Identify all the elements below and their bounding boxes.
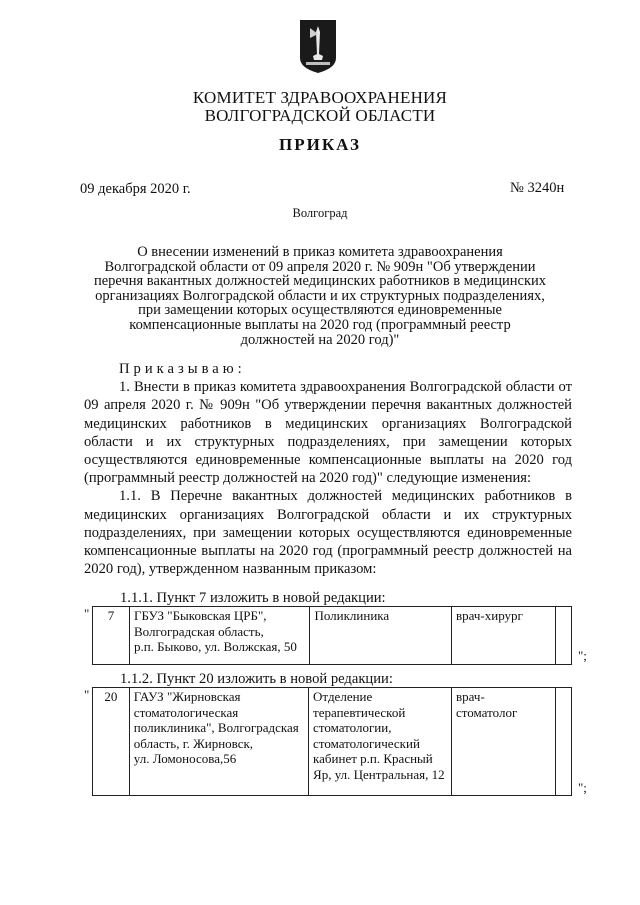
table-cell-position [452, 688, 556, 796]
org-name-line1: КОМИТЕТ ЗДРАВООХРАНЕНИЯ [192, 88, 448, 107]
org-line: область, г. Жирновск, [133, 735, 254, 751]
document-number: № 3240н [510, 180, 565, 196]
subject-line: О внесении изменений в приказ комитета здравоохранения [137, 244, 503, 260]
subject-line: перечня вакантных должностей медицинских работников в медицинских [93, 273, 547, 290]
paragraph-1-1: 1.1. В Перечне вакантных должностей медицинских работников в медицинских организациях Волгоградской области и их структурных подразделениях, при замещении которых осуществляются единовременные компенсационные выплаты на 2020 год (программный реестр должностей на 2020 год), утвержденном названным приказом: [84, 488, 572, 578]
table-cell-unit [309, 688, 452, 796]
unit-line: Яр, ул. Центральная, 12 [313, 766, 445, 782]
unit-line: терапевтической [313, 704, 406, 720]
table-cell-organization [129, 688, 308, 796]
table-cell-organization [129, 607, 309, 665]
paragraph-1: 1. Внести в приказ комитета здравоохранения Волгоградской области от 09 апреля 2020 г. № 909н "Об утверждении перечня вакантных должностей медицинских работников в медицинских организациях Волгоградской области и их структурных подразделениях, при замещении которых осуществляются единовременные компенсационные выплаты на 2020 год (программный реестр должностей на 2020 год)" следующие изменения: [84, 379, 572, 487]
document-city: Волгоград [292, 206, 348, 220]
table2-open-quote: " [84, 687, 90, 702]
document-subject [80, 245, 560, 347]
table-item-7 [92, 606, 572, 665]
subpoint-1-1-1: 1.1.1. Пункт 7 изложить в новой редакции: [120, 590, 386, 606]
unit-line: стоматологический [313, 735, 420, 751]
position-line: стоматолог [456, 704, 518, 720]
table-cell-extra [556, 688, 572, 796]
subpoint-1-1-2: 1.1.2. Пункт 20 изложить в новой редакции: [120, 671, 393, 687]
org-line: Волгоградская область, [133, 623, 264, 639]
org-name-line2: ВОЛГОГРАДСКОЙ ОБЛАСТИ [204, 106, 436, 125]
order-body [84, 360, 572, 578]
table-cell-extra [555, 607, 571, 665]
table-cell-number: 7 [93, 607, 130, 665]
unit-line: стоматологии, [313, 720, 392, 735]
table2-close-quote: "; [578, 780, 587, 795]
position-line: врач- [456, 689, 485, 704]
org-line: ГАУЗ "Жирновская [133, 689, 241, 704]
subject-line: компенсационные выплаты на 2020 год (программный реестр [129, 316, 511, 333]
subject-line: должностей на 2020 год)" [240, 331, 400, 348]
table-item-20 [92, 687, 572, 796]
table1-close-quote: "; [578, 648, 587, 663]
table-cell-position: врач-хирург [451, 607, 555, 665]
coat-of-arms-emblem [298, 18, 338, 74]
document-type: ПРИКАЗ [279, 135, 361, 154]
unit-line: кабинет р.п. Красный [313, 751, 433, 766]
subject-line: при замещении которых осуществляются единовременные [138, 302, 502, 319]
org-line: ГБУЗ "Быковская ЦРБ", [133, 608, 267, 623]
table-cell-number: 20 [93, 688, 130, 796]
org-line: стоматологическая [133, 704, 239, 720]
document-date: 09 декабря 2020 г. [80, 181, 191, 197]
table1-open-quote: " [84, 606, 90, 621]
order-word: Приказываю: [119, 361, 246, 377]
subject-line: Волгоградской области от 09 апреля 2020 г. № 909н "Об утверждении [104, 258, 536, 275]
org-line: ул. Ломоносова,56 [133, 751, 237, 766]
org-line: р.п. Быково, ул. Волжская, 50 [133, 639, 297, 654]
table-cell-unit: Поликлиника [310, 607, 452, 665]
subject-line: организациях Волгоградской области и их структурных подразделениях, [95, 287, 545, 304]
unit-line: Отделение [313, 689, 373, 704]
org-line: поликлиника", Волгоградская [133, 720, 299, 735]
